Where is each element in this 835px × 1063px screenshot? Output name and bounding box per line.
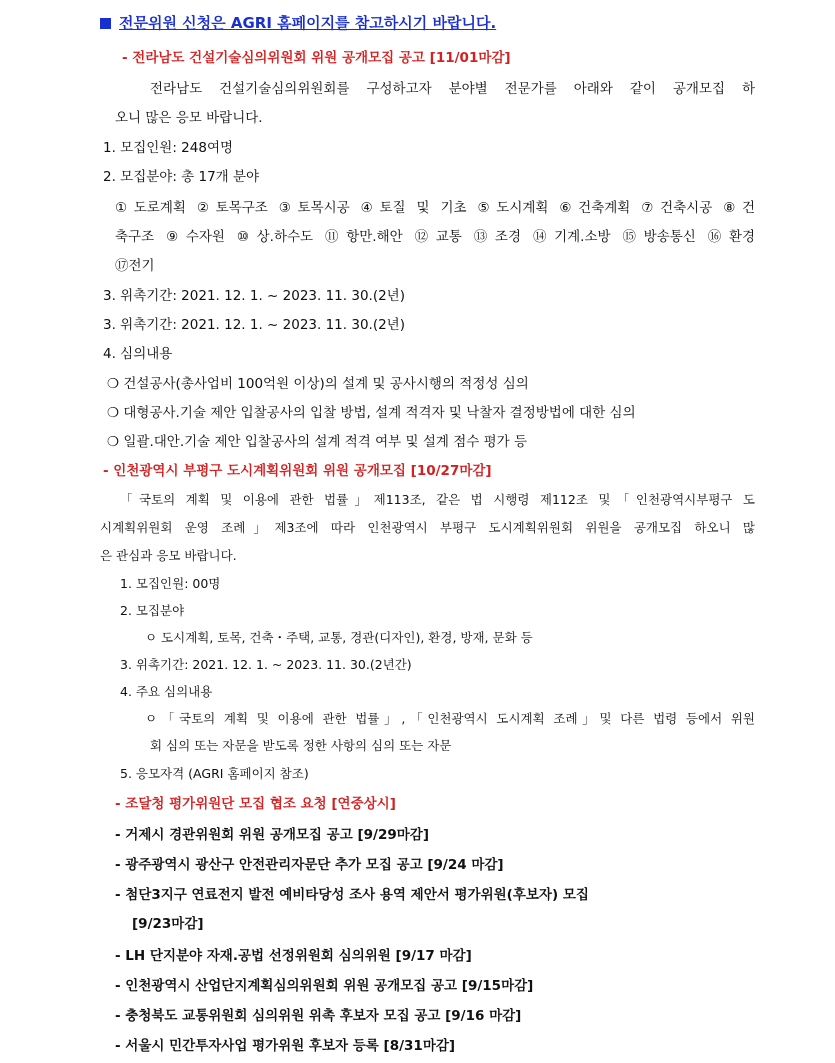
item-review-content: 4. 심의내용 (103, 346, 173, 362)
list-item-chungbuk[interactable]: - 충청북도 교통위원회 심의위원 위촉 후보자 모집 공고 [9/16 마감] (115, 1008, 522, 1024)
list-item-seoul[interactable]: - 서울시 민간투자사업 평가위원 후보자 등록 [8/31마감] (115, 1038, 456, 1054)
intro-line-2: 오니 많은 응모 바랍니다. (115, 110, 263, 126)
review-bullet-2: ❍ 대형공사.기술 제안 입찰공사의 입찰 방법, 설계 적격자 및 낙찰자 결정방법에 대한 심의 (107, 405, 636, 421)
s2-item-qualification: 5. 응모자격 (AGRI 홈페이지 참조) (120, 766, 309, 781)
review-bullet-3: ❍ 일괄.대안.기술 제안 입찰공사의 설계 적격 여부 및 설계 점수 평가 등 (107, 434, 527, 450)
item-term-1: 3. 위촉기간: 2021. 12. 1. ~ 2023. 11. 30.(2년) (103, 288, 405, 304)
section-title-pps[interactable]: - 조달청 평가위원단 모집 협조 요청 [연중상시] (115, 796, 396, 812)
fields-line-2: 축구조 ⑨수자원 ⑩상.하수도 ⑪항만.해안 ⑫교통 ⑬조경 ⑭기계.소방 ⑮방송통신 ⑯환경 (115, 229, 755, 245)
s2-paragraph-line-3: 은 관심과 응모 바랍니다. (100, 548, 237, 563)
s2-paragraph-line-2: 시계획위원회 운영 조례」제3조에 따라 인천광역시 부평구 도시계획위원회 위원을 공개모집 하오니 많 (100, 520, 755, 535)
intro-line-1: 전라남도 건설기술심의위원회를 구성하고자 분야별 전문가를 아래와 같이 공개모집 하 (150, 81, 755, 97)
list-item-incheon-industrial[interactable]: - 인천광역시 산업단지계획심의위원회 위원 공개모집 공고 [9/15마감] (115, 978, 534, 994)
s2-paragraph-line-1: 「국토의 계획 및 이용에 관한 법률」제113조, 같은 법 시행령 제112조 및「인천광역시부평구 도 (120, 492, 755, 507)
s2-item-review: 4. 주요 심의내용 (120, 684, 213, 699)
s2-item-term: 3. 위촉기간: 2021. 12. 1. ~ 2023. 11. 30.(2년간) (120, 657, 412, 672)
blue-square-icon (100, 18, 111, 29)
item-recruit-count: 1. 모집인원: 248여명 (103, 140, 234, 156)
fields-line-3: ⑰전기 (115, 258, 155, 274)
section-title-bupyeong[interactable]: - 인천광역시 부평구 도시계획위원회 위원 공개모집 [10/27마감] (103, 463, 492, 479)
page-header: 전문위원 신청은 AGRI 홈페이지를 참고하시기 바랍니다. (100, 12, 496, 33)
list-item-gwangsan[interactable]: - 광주광역시 광산구 안전관리자문단 추가 모집 공고 [9/24 마감] (115, 857, 504, 873)
review-bullet-1: ❍ 건설공사(총사업비 100억원 이상)의 설계 및 공사시행의 적정성 심의 (107, 376, 529, 392)
list-item-fuelcell-deadline: [9/23마감] (132, 916, 204, 932)
list-item-fuelcell[interactable]: - 첨단3지구 연료전지 발전 예비타당성 조사 용역 제안서 평가위원(후보자) 모집 (115, 887, 589, 903)
item-recruit-fields: 2. 모집분야: 총 17개 분야 (103, 169, 260, 185)
list-item-lh[interactable]: - LH 단지분야 자재.공법 선정위원회 심의위원 [9/17 마감] (115, 948, 472, 964)
s2-item-recruit-count: 1. 모집인원: 00명 (120, 576, 221, 591)
list-item-geoje[interactable]: - 거제시 경관위원회 위원 공개모집 공고 [9/29마감] (115, 827, 429, 843)
fields-line-1: ①도로계획 ②토목구조 ③토목시공 ④토질 및 기초 ⑤도시계획 ⑥건축계획 ⑦건축시공 ⑧건 (115, 200, 755, 216)
item-term-2: 3. 위촉기간: 2021. 12. 1. ~ 2023. 11. 30.(2년) (103, 317, 405, 333)
section-title-jeonnam[interactable]: - 전라남도 건설기술심의위원회 위원 공개모집 공고 [11/01마감] (122, 50, 511, 66)
s2-review-detail-1: ㅇ「국토의 계획 및 이용에 관한 법률」,「인천광역시 도시계획 조례」및 다른 법령 등에서 위원 (145, 711, 755, 726)
s2-item-recruit-fields: 2. 모집분야 (120, 603, 185, 618)
s2-review-detail-2: 회 심의 또는 자문을 받도록 정한 사항의 심의 또는 자문 (150, 738, 452, 753)
s2-fields-detail: ㅇ 도시계획, 토목, 건축・주택, 교통, 경관(디자인), 환경, 방재, 문화 등 (145, 630, 533, 645)
